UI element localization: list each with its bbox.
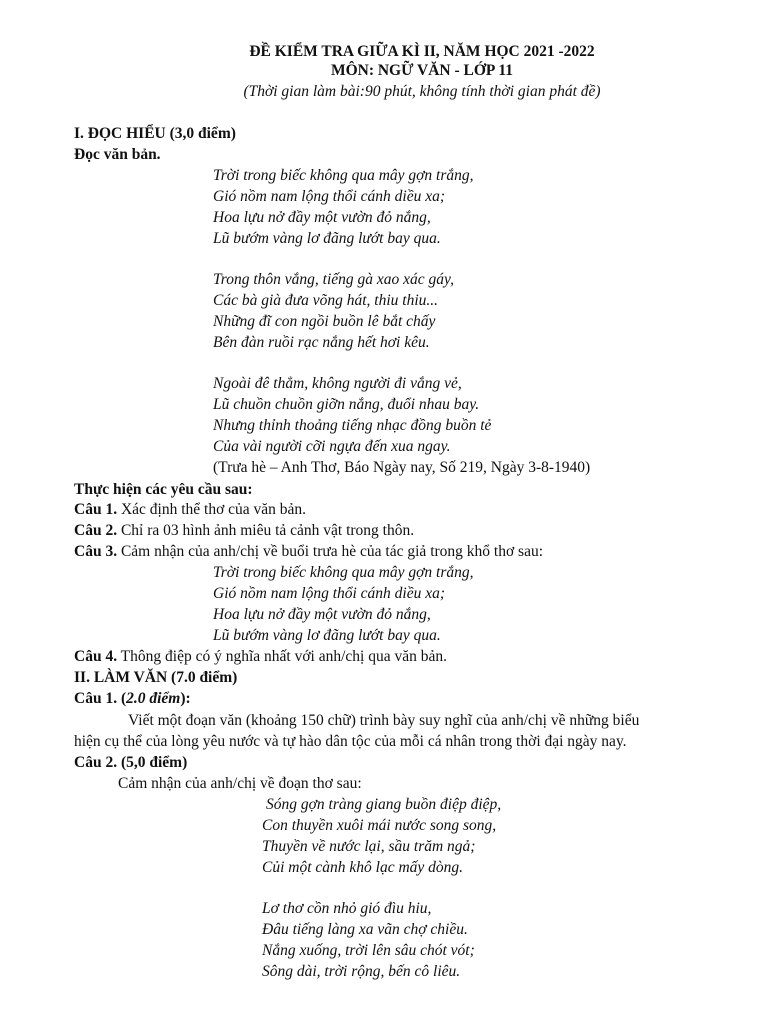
tasks-heading: Thực hiện các yêu cầu sau: [74,481,253,498]
essay-poem-line: Đâu tiếng làng xa vãn chợ chiều. [262,921,468,938]
q3-poem-line: Trời trong biếc không qua mây gợn trắng, [213,564,474,581]
question-text: Cảm nhận của anh/chị về buổi trưa hè của tác giả trong khổ thơ sau: [117,543,544,560]
essay-q2-intro: Cảm nhận của anh/chị về đoạn thơ sau: [118,775,362,792]
question-score: 2.0 điểm [126,690,181,707]
essay-poem-line: Sông dài, trời rộng, bến cô liêu. [262,963,461,980]
essay-question-2: Câu 2. (5,0 điểm) [74,754,188,771]
essay-q1-text-line2: hiện cụ thể của lòng yêu nước và tự hào dân tộc của mỗi cá nhân trong thời đại ngày nay. [74,733,627,750]
question-text: Chỉ ra 03 hình ảnh miêu tả cảnh vật trong thôn. [117,522,415,539]
poem-line: Trong thôn vắng, tiếng gà xao xác gáy, [213,271,454,288]
exam-title: ĐỀ KIỂM TRA GIỮA KÌ II, NĂM HỌC 2021 -2022 [249,43,595,60]
poem-line: Của vài người cỡi ngựa đến xua ngay. [213,438,451,455]
question-label: Câu 3. [74,543,118,560]
q3-poem-line: Lũ bướm vàng lơ đãng lướt bay qua. [213,627,441,644]
question-text: Thông điệp có ý nghĩa nhất với anh/chị qua văn bản. [117,648,447,665]
question-label: Câu 1. [74,501,118,518]
question-4 [74,647,447,667]
q3-poem-line: Hoa lựu nở đầy một vườn đỏ nắng, [213,606,431,623]
essay-poem-line: Nắng xuống, trời lên sâu chót vót; [262,942,475,959]
essay-q1-text-line1: Viết một đoạn văn (khoảng 150 chữ) trình bày suy nghĩ của anh/chị về những biểu [128,712,640,729]
poem-line: Ngoài đê thẳm, không người đi vắng vẻ, [213,375,462,392]
question-1 [74,500,306,520]
poem-source: (Trưa hè – Anh Thơ, Báo Ngày nay, Số 219, Ngày 3-8-1940) [213,459,591,476]
q3-poem-line: Gió nồm nam lộng thổi cánh diều xa; [213,585,446,602]
essay-poem-line: Sóng gợn tràng giang buồn điệp điệp, [266,796,502,813]
exam-subject: MÔN: NGỮ VĂN - LỚP 11 [330,62,514,79]
poem-line: Gió nồm nam lộng thổi cánh diều xa; [213,188,446,205]
poem-line: Những đĩ con ngồi buồn lê bắt chấy [213,313,436,330]
essay-poem-line: Củi một cành khô lạc mấy dòng. [262,859,464,876]
poem-line: Nhưng thỉnh thoảng tiếng nhạc đồng buồn tẻ [213,417,492,434]
poem-line: Hoa lựu nở đầy một vườn đỏ nắng, [213,209,431,226]
exam-time-note: (Thời gian làm bài:90 phút, không tính thời gian phát đề) [243,83,601,100]
poem-line: Lũ bướm vàng lơ đãng lướt bay qua. [213,230,441,247]
question-label: Câu 2. [74,522,118,539]
question-text: Xác định thể thơ của văn bản. [117,501,307,518]
part2-heading: II. LÀM VĂN (7.0 điểm) [74,669,238,686]
poem-line: Trời trong biếc không qua mây gợn trắng, [213,167,474,184]
poem-line: Các bà già đưa võng hát, thiu thiu... [213,292,439,309]
essay-poem-line: Con thuyền xuôi mái nước song song, [262,817,497,834]
question-label-end: ): [180,690,191,707]
essay-poem-line: Lơ thơ cồn nhỏ gió đìu hiu, [262,900,432,917]
essay-poem-line: Thuyền về nước lại, sầu trăm ngả; [262,838,476,855]
question-2 [74,521,414,541]
question-3 [74,542,543,562]
part1-heading: I. ĐỌC HIỂU (3,0 điểm) [74,125,236,142]
poem-line: Lũ chuồn chuồn giỡn nắng, đuổi nhau bay. [213,396,480,413]
question-label: Câu 4. [74,648,118,665]
question-label: Câu 1. ( [74,690,127,707]
read-label: Đọc văn bản. [74,146,161,163]
essay-question-1 [74,689,191,709]
poem-line: Bên đàn ruồi rạc nắng hết hơi kêu. [213,334,430,351]
